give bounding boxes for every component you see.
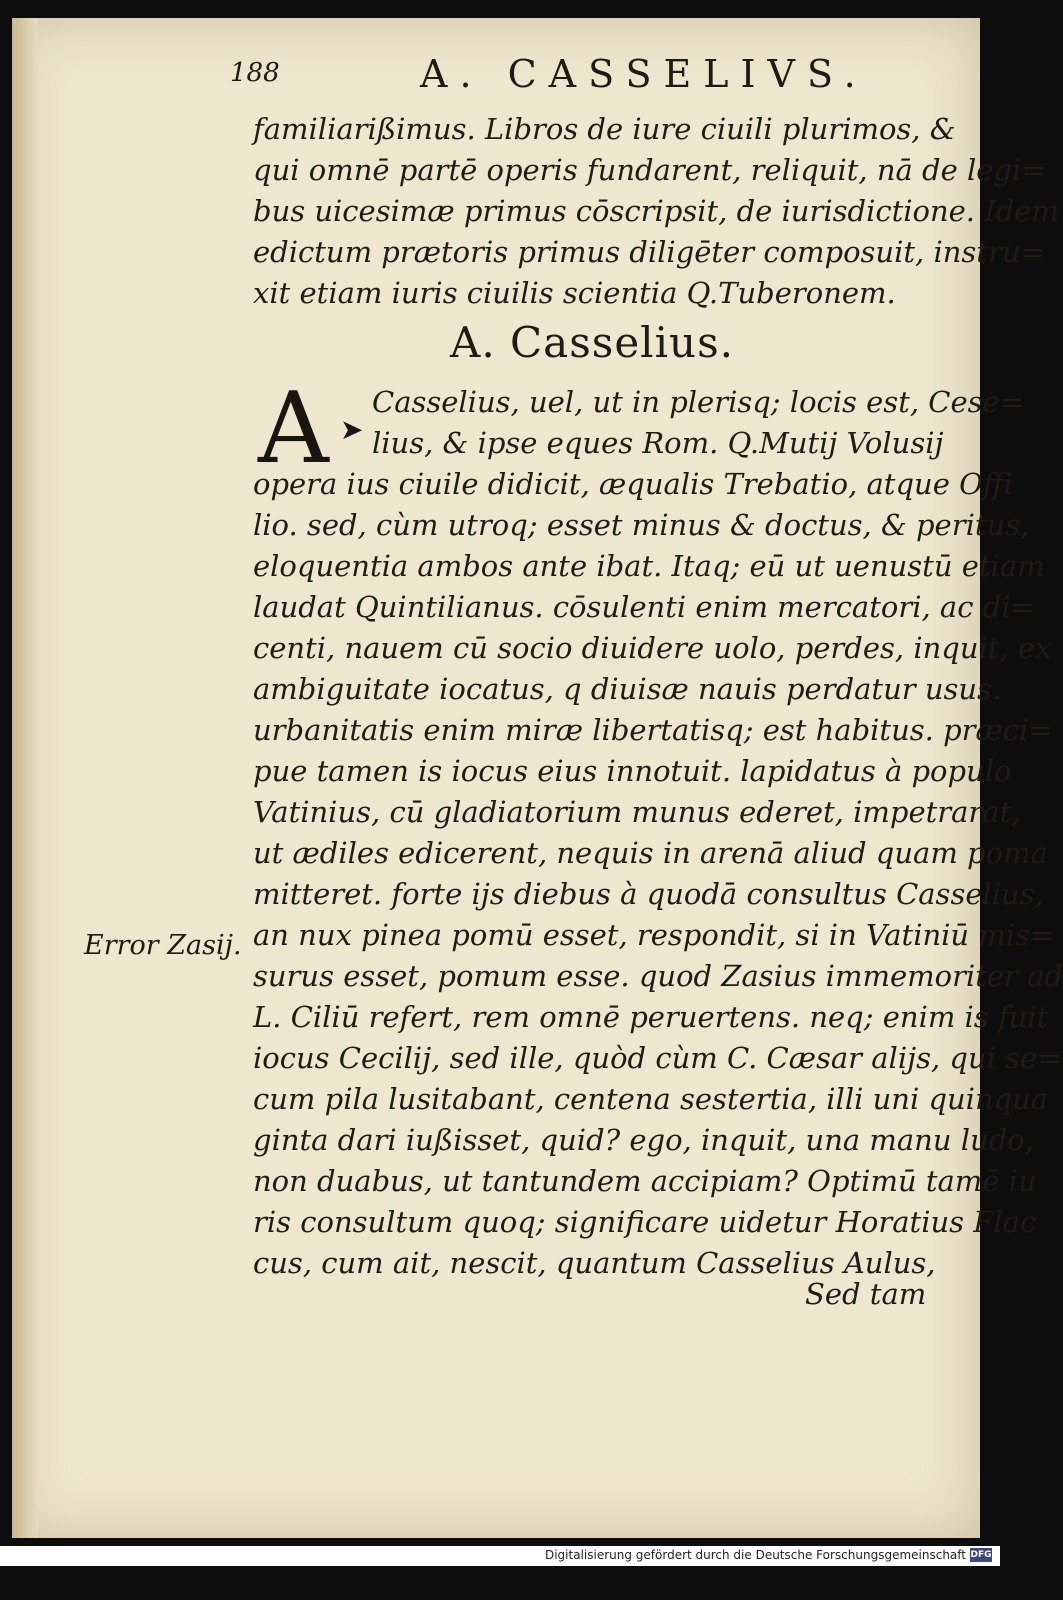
footer-bar bbox=[0, 1546, 1000, 1566]
text-line: ris consultum quoq; significare uidetur Horatius Flac bbox=[253, 1205, 1037, 1239]
text-line: non duabus, ut tantundem accipiam? Optimū tamē iu bbox=[253, 1164, 1037, 1198]
text-line: urbanitatis enim miræ libertatisq; est habitus. præci= bbox=[253, 713, 1053, 747]
text-line: ginta dari iußisset, quid? ego, inquit, una manu ludo, bbox=[253, 1123, 1034, 1157]
text-line: Vatinius, cū gladiatorium munus ederet, impetrarat, bbox=[253, 795, 1021, 829]
drop-cap-initial: A bbox=[258, 372, 329, 486]
text-line: xit etiam iuris ciuilis scientia Q.Tuberonem. bbox=[253, 276, 896, 310]
text-line: ut ædiles edicerent, nequis in arenā aliud quam poma bbox=[253, 836, 1048, 870]
folio-number: 188 bbox=[230, 58, 280, 88]
arrow-ornament-icon: ➤ bbox=[340, 413, 364, 446]
footer-credit: Digitalisierung gefördert durch die Deutsche Forschungsgemeinschaft bbox=[544, 1548, 966, 1562]
text-line: iocus Cecilij, sed ille, quòd cùm C. Cæsar alijs, qui se= bbox=[253, 1041, 1062, 1075]
text-line: surus esset, pomum esse. quod Zasius immemoriter ad bbox=[253, 959, 1063, 993]
dfg-logo-icon: DFG bbox=[970, 1550, 992, 1560]
text-line: opera ius ciuile didicit, æqualis Trebatio, atque Offi bbox=[253, 467, 1013, 501]
text-line: edictum prætoris primus diligēter composuit, instru= bbox=[253, 235, 1045, 269]
marginal-note: Error Zasij. bbox=[84, 930, 242, 961]
text-line: pue tamen is iocus eius innotuit. lapidatus à populo bbox=[253, 754, 1012, 788]
text-line: Casselius, uel, ut in plerisq; locis est, Cese= bbox=[372, 385, 1024, 419]
text-line: L. Ciliū refert, rem omnē peruertens. neq; enim is fuit bbox=[253, 1000, 1049, 1034]
page-header bbox=[230, 52, 930, 102]
text-line: cus, cum ait, nescit, quantum Casselius Aulus, bbox=[253, 1246, 936, 1280]
text-line: lio. sed, cùm utroq; esset minus & doctus, & peritus, bbox=[253, 508, 1030, 542]
text-line: eloquentia ambos ante ibat. Itaq; eū ut uenustū etiam bbox=[253, 549, 1045, 583]
text-line: mitteret. forte ijs diebus à quodā consultus Casselius, bbox=[253, 877, 1044, 911]
running-head: A. CASSELIVS. bbox=[420, 52, 868, 96]
text-line: familiarißimus. Libros de iure ciuili plurimos, & bbox=[253, 112, 956, 146]
text-line: cum pila lusitabant, centena sestertia, illi uni quinqua bbox=[253, 1082, 1049, 1116]
text-line: laudat Quintilianus. cōsulenti enim mercatori, ac di= bbox=[253, 590, 1035, 624]
text-line: qui omnē partē operis fundarent, reliquit, nā de legi= bbox=[253, 153, 1046, 187]
text-line: bus uicesimæ primus cōscripsit, de iurisdictione. Idem bbox=[253, 194, 1059, 228]
section-heading: A. Casselius. bbox=[450, 318, 734, 367]
catchword: Sed tam bbox=[805, 1277, 927, 1311]
text-line: centi, nauem cū socio diuidere uolo, perdes, inquit, ex bbox=[253, 631, 1052, 665]
text-line: an nux pinea pomū esset, respondit, si in Vatiniū mis= bbox=[253, 918, 1055, 952]
text-line: lius, & ipse eques Rom. Q.Mutij Volusij bbox=[372, 426, 944, 460]
text-line: ambiguitate iocatus, q diuisæ nauis perdatur usus. bbox=[253, 672, 1002, 706]
page-gutter bbox=[12, 18, 38, 1538]
